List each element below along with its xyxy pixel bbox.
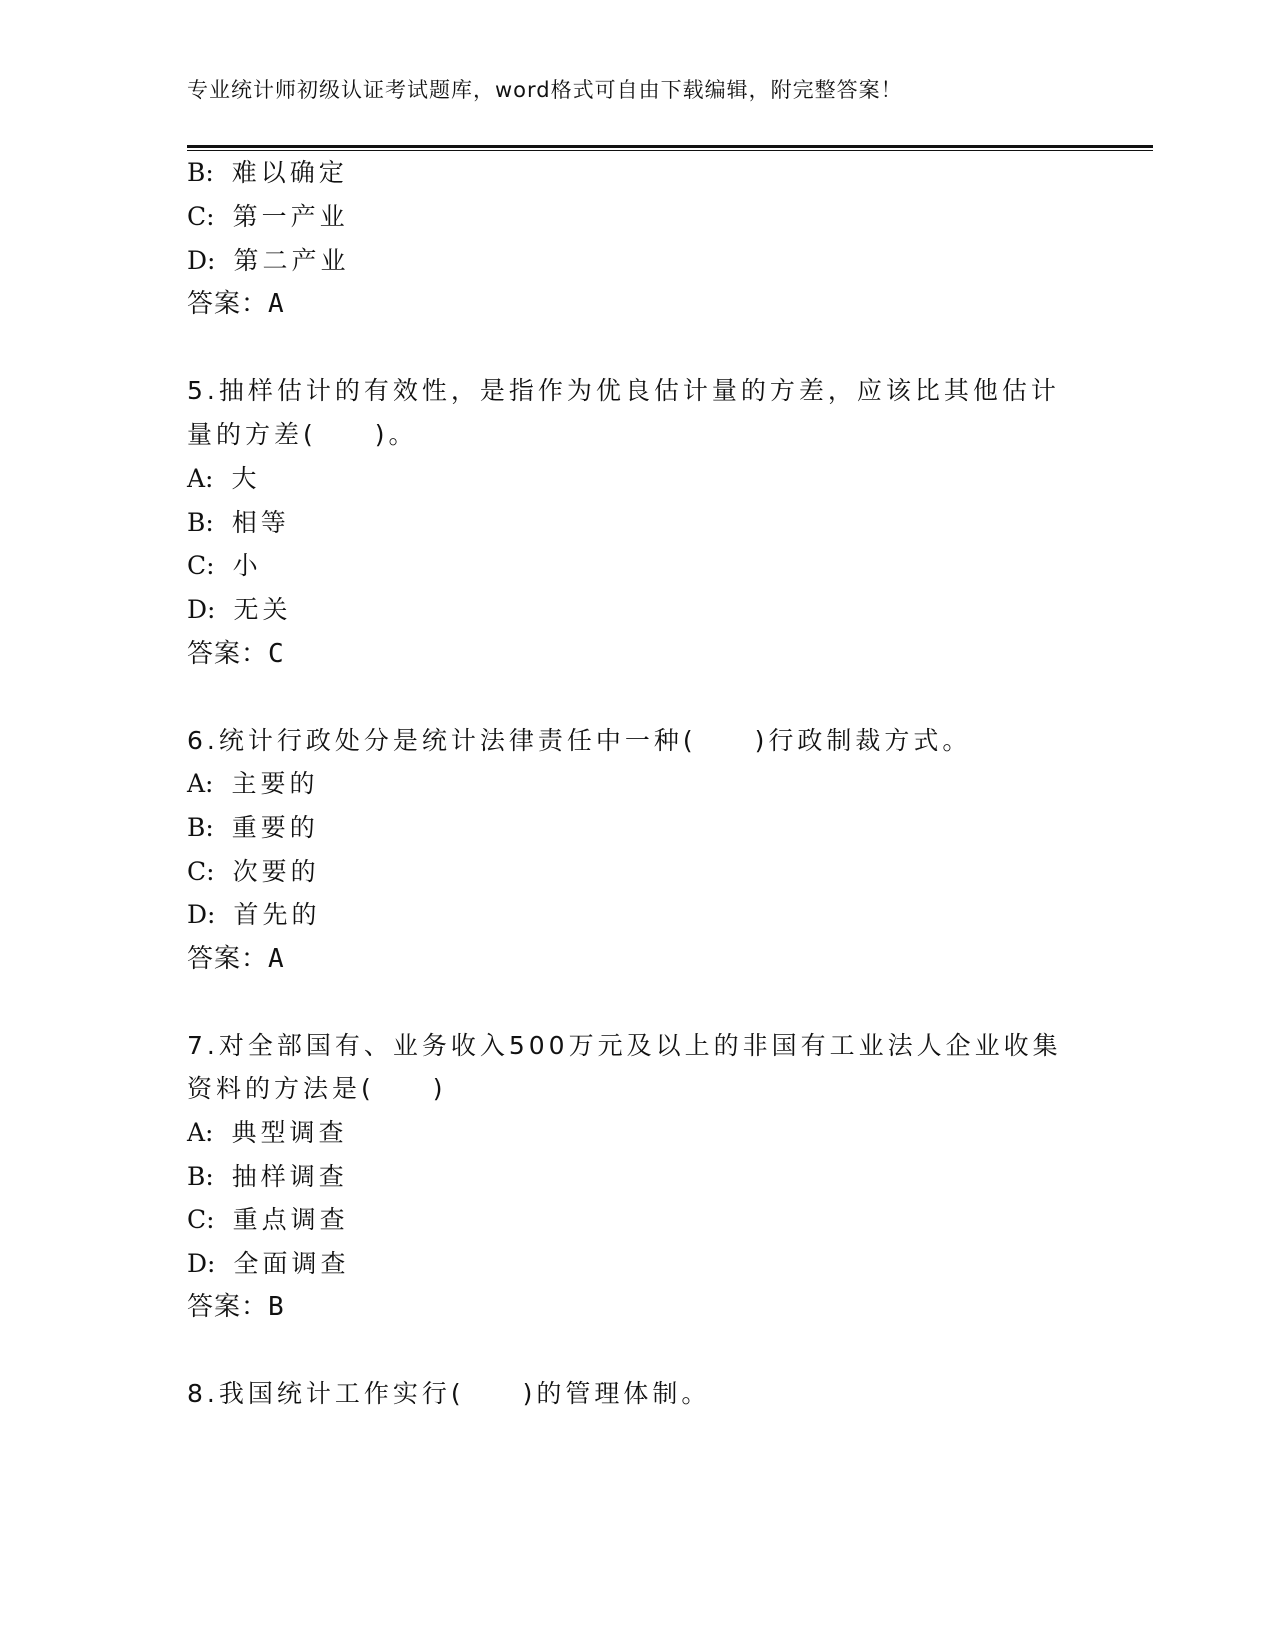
option-b: B: 相等 — [187, 508, 290, 537]
option-d: D: 第二产业 — [187, 246, 350, 275]
answer: 答案：B — [187, 1292, 285, 1322]
question-7-line-1: 7.对全部国有、业务收入500万元及以上的非国有工业法人企业收集 — [187, 1031, 1062, 1060]
option-c: C: 小 — [187, 551, 262, 580]
option-b: B: 抽样调查 — [187, 1162, 348, 1191]
option-a: A: 大 — [187, 464, 261, 493]
header-rule-thick — [187, 145, 1153, 148]
question-5-line-2: 量的方差( )。 — [187, 420, 418, 449]
option-c: C: 重点调查 — [187, 1205, 349, 1234]
option-b: B: 重要的 — [187, 813, 319, 842]
option-c: C: 第一产业 — [187, 202, 349, 231]
question-6-line-1: 6.统计行政处分是统计法律责任中一种( )行政制裁方式。 — [187, 726, 972, 755]
answer: 答案：C — [187, 639, 285, 669]
question-5-line-1: 5.抽样估计的有效性，是指作为优良估计量的方差，应该比其他估计 — [187, 376, 1060, 405]
answer: 答案：A — [187, 289, 285, 319]
option-a: A: 主要的 — [187, 769, 319, 798]
option-c: C: 次要的 — [187, 857, 320, 886]
option-a: A: 典型调查 — [187, 1118, 348, 1147]
option-d: D: 无关 — [187, 595, 292, 624]
option-b: B: 难以确定 — [187, 158, 348, 187]
header-rule-thin — [187, 150, 1153, 151]
page-header: 专业统计师初级认证考试题库，word格式可自由下载编辑，附完整答案！ — [187, 78, 903, 102]
option-d: D: 首先的 — [187, 900, 321, 929]
answer: 答案：A — [187, 944, 285, 974]
question-8-line-1: 8.我国统计工作实行( )的管理体制。 — [187, 1379, 711, 1408]
question-7-line-2: 资料的方法是( ) — [187, 1074, 447, 1103]
option-d: D: 全面调查 — [187, 1249, 350, 1278]
